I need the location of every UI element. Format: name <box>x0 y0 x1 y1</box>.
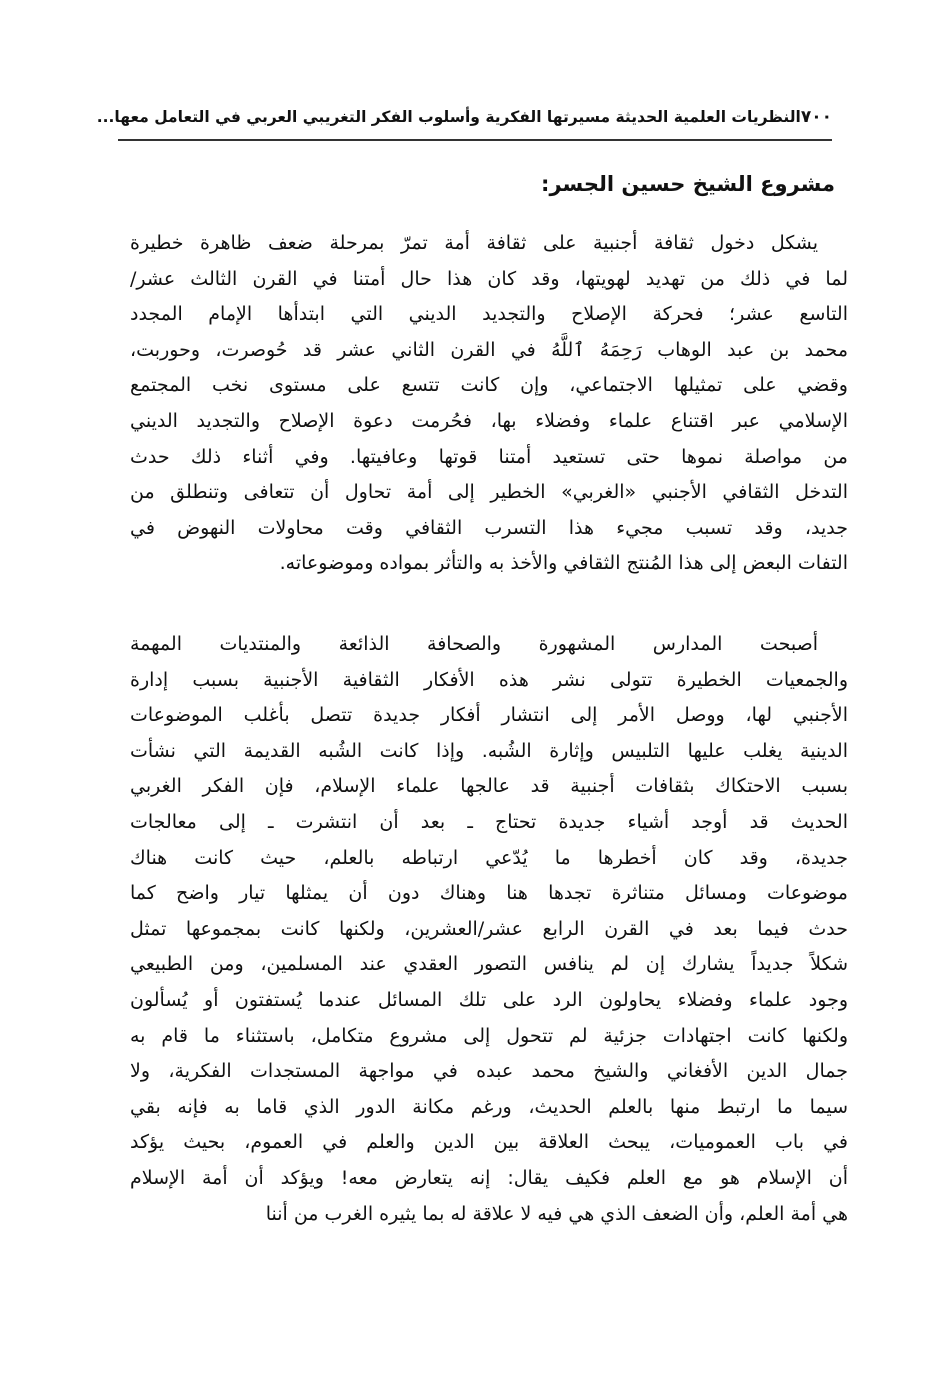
text-line: سيما ما ارتبط منها بالعلم الحديث، ورغم مكانة الدور الذي قاما به فإنه بقي <box>130 1095 848 1118</box>
text-line: محمد بن عبد الوهاب رَحِمَهُ ٱللَّهُ في القرن الثاني عشر قد حُوصرت، وحوربت، <box>130 338 848 361</box>
header-rule <box>118 139 832 141</box>
text-line: جديد، وقد تسبب مجيء هذا التسرب الثقافي وقت محاولات النهوض في <box>130 516 848 539</box>
text-line: لما في ذلك من تهديد لهويتها، وقد كان هذا حال أمتنا في القرن الثالث عشر/ <box>130 267 848 290</box>
text-line: بسبب الاحتكاك بثقافات أجنبية قد عالجها علماء الإسلام، فإن الفكر الغربي <box>130 775 848 798</box>
paragraph-1 <box>130 226 848 582</box>
text-line: جديدة، وقد كان أخطرها ما يُدّعي ارتباطه بالعلم، حيث كانت هناك <box>130 846 848 869</box>
text-line: أن الإسلام هو مع العلم فكيف يقال: إنه يتعارض معه! ويؤكد أن أمة الإسلام <box>130 1166 848 1189</box>
text-line: جمال الدين الأفغاني والشيخ محمد عبده في مواجهة المستجدات الفكرية، ولا <box>130 1060 848 1083</box>
text-line: الحديث قد أوجد أشياء جديدة تحتاج ـ بعد أن انتشرت ـ إلى معالجات <box>130 810 848 833</box>
text-line: أصبحت المدارس المشهورة والصحافة الذائعة والمنتديات المهمة <box>130 633 818 655</box>
text-line: وقضي على تمثيلها الاجتماعي، وإن كانت تتسع على مستوى نخب المجتمع <box>130 374 848 397</box>
text-line: يشكل دخول ثقافة أجنبية على ثقافة أمة تمرّ بمرحلة ضعف ظاهرة خطيرة <box>130 232 818 254</box>
text-line: موضوعات ومسائل متناثرة تجدها هنا وهناك دون أن يمثلها تيار واضح كما <box>130 882 848 905</box>
text-line: شكلاً جديداً يشارك إن لم ينافس التصور العقدي عند المسلمين، ومن الطبيعي <box>130 953 848 976</box>
text-line: التدخل الثقافي الأجنبي «الغربي» الخطير إلى أمة تحاول أن تتعافى وتنطلق من <box>130 481 848 504</box>
running-title: النظريات العلمية الحديثة مسيرتها الفكرية وأسلوب الفكر التغريبي العربي في التعامل معها... <box>96 108 801 126</box>
text-line: ولكنها كانت اجتهادات جزئية لم تتحول إلى مشروع متكامل، باستثناء ما قام به <box>130 1024 848 1047</box>
text-line: الأجنبي لها، ووصل الأمر إلى انتشار أفكار جديدة تتصل بأغلب الموضوعات <box>130 704 848 727</box>
text-line: التفات البعض إلى هذا المُنتج الثقافي والأخذ به والتأثر بمواده وموضوعاته. <box>279 552 848 575</box>
page-number: ٧٠٠ <box>800 107 832 127</box>
text-line: حدث فيما بعد في القرن الرابع عشر/العشرين، ولكنها كانت بمجموعها تمثل <box>130 917 848 940</box>
text-line: الدينية يغلب عليها التلبيس وإثارة الشُبه. وإذا كانت الشُبه القديمة التي نشأت <box>130 739 848 762</box>
text-line: التاسع عشر؛ فحركة الإصلاح والتجديد الديني التي ابتدأها الإمام المجدد <box>130 303 848 326</box>
text-line: الإسلامي عبر اقتناع علماء وفضلاء بها، فحُرمت دعوة الإصلاح والتجديد الديني <box>130 409 848 432</box>
text-line: من مواصلة نموها حتى تستعيد أمتنا قوتها وعافيتها. وفي أثناء ذلك حدث <box>130 445 848 468</box>
text-line: وجود علماء وفضلاء يحاولون الرد على تلك المسائل عندما يُستفتون أو يُسألون <box>130 988 848 1011</box>
text-line: والجمعيات الخطيرة تتولى نشر هذه الأفكار الثقافية الأجنبية بسبب إدارة <box>130 668 848 691</box>
running-header <box>96 100 832 134</box>
section-heading: مشروع الشيخ حسين الجسر: <box>541 172 835 196</box>
text-line: في باب العموميات، يبحث العلاقة بين الدين والعلم في العموم، بحيث يؤكد <box>130 1131 848 1154</box>
text-line: هي أمة العلم، وأن الضعف الذي هي فيه لا علاقة له بما يثيره الغرب من أننا <box>265 1202 848 1225</box>
paragraph-2 <box>130 627 848 1232</box>
